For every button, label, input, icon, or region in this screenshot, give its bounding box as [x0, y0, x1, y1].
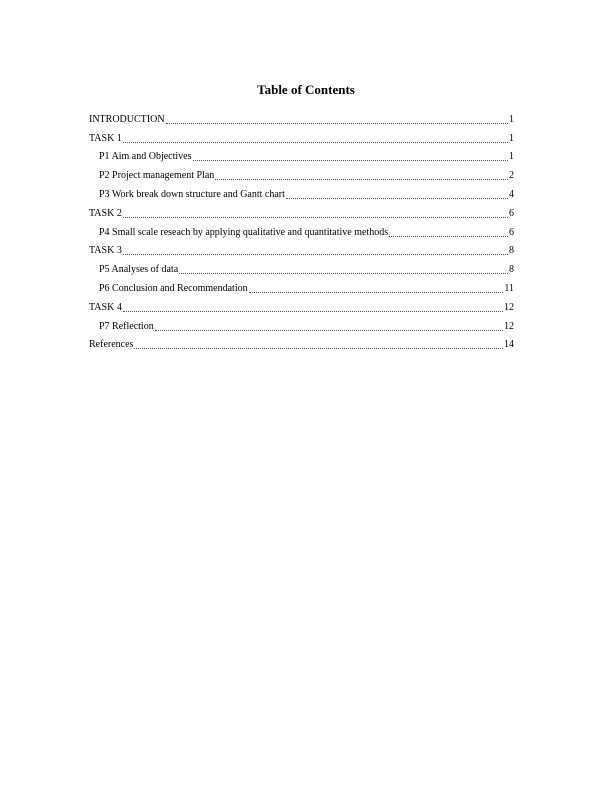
toc-page-number: 11	[504, 282, 514, 294]
toc-page-number: 2	[509, 170, 514, 182]
toc-dot-leader	[155, 330, 503, 331]
toc-entry-p4[interactable]	[89, 221, 514, 240]
toc-dot-leader	[166, 123, 508, 124]
toc-dot-leader	[193, 160, 509, 161]
toc-entry-label: P1 Aim and Objectives	[99, 151, 192, 163]
toc-entry-p5[interactable]	[89, 258, 514, 277]
toc-entry-p3[interactable]	[89, 183, 514, 202]
toc-entry-label: TASK 4	[89, 301, 122, 313]
toc-dot-leader	[123, 311, 503, 312]
toc-title: Table of Contents	[257, 82, 355, 97]
toc-dot-leader	[215, 179, 508, 180]
toc-entry-label: P7 Reflection	[99, 320, 154, 332]
toc-entry-label: P4 Small scale reseach by applying qualitative and quantitative methods	[99, 226, 389, 238]
toc-page-number: 12	[504, 320, 514, 332]
toc-entry-p6[interactable]	[89, 277, 514, 296]
toc-entry-p1[interactable]	[89, 146, 514, 165]
toc-entry-label: TASK 3	[89, 245, 122, 257]
toc-page-number: 12	[504, 301, 514, 313]
toc-entry-label: P5 Analyses of data	[99, 264, 179, 276]
table-of-contents	[89, 108, 514, 352]
toc-page-number: 1	[509, 132, 514, 144]
toc-entry-p2[interactable]	[89, 164, 514, 183]
toc-entry-label: TASK 1	[89, 132, 122, 144]
toc-page-number: 14	[504, 339, 514, 351]
toc-entry-references[interactable]	[89, 334, 514, 353]
toc-dot-leader	[389, 236, 508, 237]
toc-entry-label: References	[89, 339, 134, 351]
toc-dot-leader	[123, 217, 508, 218]
toc-page-number: 8	[509, 245, 514, 257]
toc-entry-label: TASK 2	[89, 207, 122, 219]
toc-entry-task-4[interactable]	[89, 296, 514, 315]
toc-entry-label: P6 Conclusion and Recommendation	[99, 282, 248, 294]
toc-dot-leader	[249, 292, 504, 293]
toc-entry-p7[interactable]	[89, 315, 514, 334]
toc-entry-label: P3 Work break down structure and Gantt chart	[99, 188, 285, 200]
toc-entry-label: P2 Project management Plan	[99, 170, 215, 182]
toc-dot-leader	[123, 254, 508, 255]
toc-entry-task-1[interactable]	[89, 127, 514, 146]
toc-entry-task-2[interactable]	[89, 202, 514, 221]
toc-dot-leader	[179, 273, 508, 274]
toc-page-number: 1	[509, 113, 514, 125]
toc-entry-introduction[interactable]	[89, 108, 514, 127]
toc-dot-leader	[134, 348, 503, 349]
toc-page-number: 8	[509, 264, 514, 276]
toc-page-number: 1	[509, 151, 514, 163]
toc-entry-task-3[interactable]	[89, 240, 514, 259]
toc-entry-label: INTRODUCTION	[89, 113, 165, 125]
toc-page-number: 4	[509, 188, 514, 200]
toc-page-number: 6	[509, 226, 514, 238]
toc-page-number: 6	[509, 207, 514, 219]
toc-dot-leader	[286, 198, 508, 199]
toc-dot-leader	[123, 142, 508, 143]
